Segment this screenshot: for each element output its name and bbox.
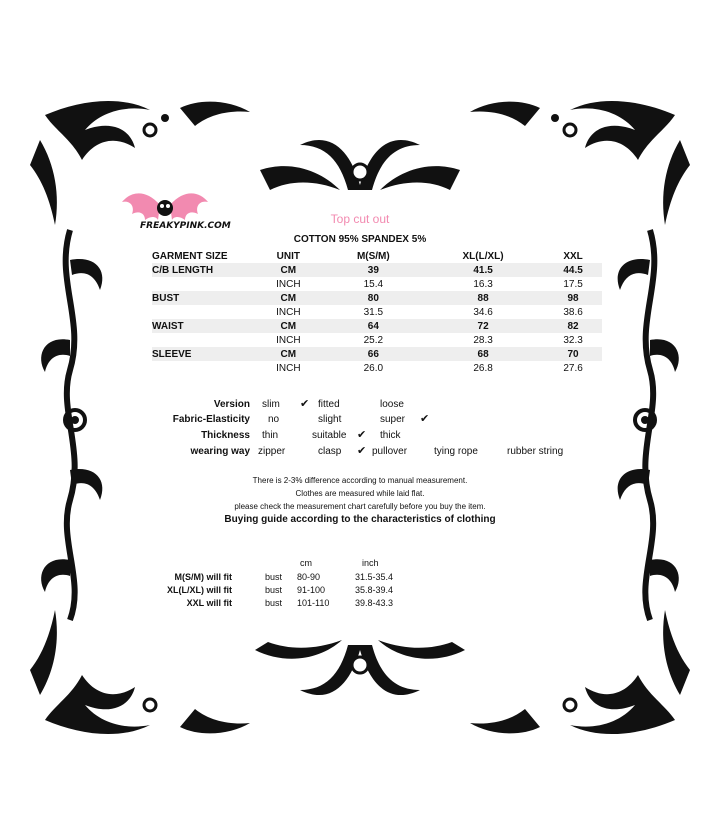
option-loose: loose (380, 399, 404, 410)
value-cell: 39 (367, 264, 379, 276)
note-line: Clothes are measured while laid flat. (295, 489, 425, 498)
wearing-label: wearing way (190, 446, 250, 457)
table-row (152, 361, 602, 375)
col-header-unit: UNIT (276, 250, 300, 262)
value-cell: 16.3 (473, 278, 493, 290)
fit-cm: 80-90 (297, 572, 321, 582)
option-tying-rope: tying rope (434, 446, 478, 457)
table-row (152, 263, 602, 277)
corner-ornament-tr (470, 101, 690, 225)
value-cell: 15.4 (363, 278, 384, 290)
check-icon: ✔ (357, 429, 367, 441)
table-row (152, 333, 602, 347)
col-header-xxl: XXL (563, 250, 583, 262)
value-cell: 34.6 (473, 306, 493, 318)
unit-cell: CM (280, 264, 297, 276)
value-cell: 32.3 (563, 334, 583, 346)
option-slight: slight (318, 414, 342, 425)
unit-cell: INCH (276, 334, 301, 346)
table-row (152, 347, 602, 361)
value-cell: 26.8 (473, 362, 493, 374)
value-cell: 38.6 (563, 306, 583, 318)
value-cell: 66 (367, 348, 379, 360)
value-cell: 70 (567, 348, 579, 360)
option-rubber-string: rubber string (507, 446, 564, 457)
unit-cell: INCH (276, 362, 301, 374)
row-label (152, 333, 252, 347)
unit-cell: INCH (276, 306, 301, 318)
fit-inch: 35.8-39.4 (355, 585, 394, 595)
value-cell: 17.5 (563, 278, 583, 290)
value-cell: 27.6 (563, 362, 583, 374)
col-header-garment-size: GARMENT SIZE (152, 250, 228, 262)
value-cell: 31.5 (363, 306, 384, 318)
unit-cell: CM (280, 292, 297, 304)
value-cell: 25.2 (363, 334, 384, 346)
fit-part: bust (265, 585, 283, 595)
option-fitted: fitted (318, 399, 340, 410)
elasticity-label: Fabric-Elasticity (172, 414, 250, 425)
option-clasp: clasp (318, 446, 342, 457)
row-label (152, 361, 252, 375)
check-icon: ✔ (300, 398, 310, 410)
option-super: super (380, 414, 406, 425)
value-cell: 80 (367, 292, 379, 304)
fit-size: M(S/M) will fit (174, 572, 232, 582)
value-cell: 72 (477, 320, 489, 332)
right-side-vine (618, 230, 679, 620)
option-thick: thick (380, 430, 401, 441)
option-no: no (268, 414, 280, 425)
value-cell: 88 (477, 292, 489, 304)
row-label (152, 277, 252, 291)
unit-cell: CM (280, 348, 297, 360)
fit-header-cm: cm (300, 558, 312, 568)
fit-size: XL(L/XL) will fit (167, 585, 232, 595)
col-header-xl: XL(L/XL) (462, 250, 504, 262)
version-label: Version (213, 399, 250, 410)
option-slim: slim (262, 399, 280, 410)
option-suitable: suitable (312, 430, 347, 441)
fit-cm: 101-110 (297, 598, 330, 608)
logo-text: FREAKYPINK.COM (140, 221, 231, 231)
value-cell: 64 (367, 320, 379, 332)
option-thin: thin (262, 430, 279, 441)
value-cell: 44.5 (563, 264, 583, 276)
fit-header-inch: inch (362, 558, 379, 568)
product-title: Top cut out (330, 212, 390, 226)
fabric-composition: COTTON 95% SPANDEX 5% (293, 234, 427, 245)
value-cell: 28.3 (473, 334, 493, 346)
size-table (152, 249, 602, 375)
corner-ornament-br (470, 610, 690, 734)
unit-cell: CM (280, 320, 297, 332)
top-center-crest (260, 140, 460, 190)
fit-inch: 31.5-35.4 (355, 572, 394, 582)
fit-size: XXL will fit (186, 598, 232, 608)
thickness-label: Thickness (201, 430, 250, 441)
value-cell: 68 (477, 348, 489, 360)
fit-part: bust (265, 572, 283, 582)
option-pullover: pullover (372, 446, 408, 457)
table-row (152, 291, 602, 305)
row-label: BUST (152, 292, 180, 304)
note-line: There is 2-3% difference according to manual measurement. (252, 476, 468, 485)
check-icon: ✔ (420, 413, 430, 425)
col-header-m: M(S/M) (356, 250, 390, 262)
value-cell: 82 (567, 320, 579, 332)
row-label: C/B LENGTH (152, 264, 214, 276)
note-line: please check the measurement chart carefully before you buy the item. (234, 502, 486, 511)
unit-cell: INCH (276, 278, 301, 290)
bottom-center-crest (255, 640, 465, 695)
table-row (152, 319, 602, 333)
table-row (152, 305, 602, 319)
value-cell: 26.0 (363, 362, 384, 374)
fit-part: bust (265, 598, 283, 608)
row-label: SLEEVE (152, 348, 192, 360)
table-row (152, 277, 602, 291)
fit-inch: 39.8-43.3 (355, 598, 394, 608)
value-cell: 98 (567, 292, 579, 304)
corner-ornament-bl (30, 610, 250, 734)
fit-cm: 91-100 (297, 585, 326, 595)
option-zipper: zipper (258, 446, 286, 457)
check-icon: ✔ (357, 445, 367, 457)
buying-guide-title: Buying guide according to the characteristics of clothing (224, 514, 496, 525)
value-cell: 41.5 (473, 264, 493, 276)
left-side-vine (41, 230, 102, 620)
row-label: WAIST (152, 320, 184, 332)
row-label (152, 305, 252, 319)
